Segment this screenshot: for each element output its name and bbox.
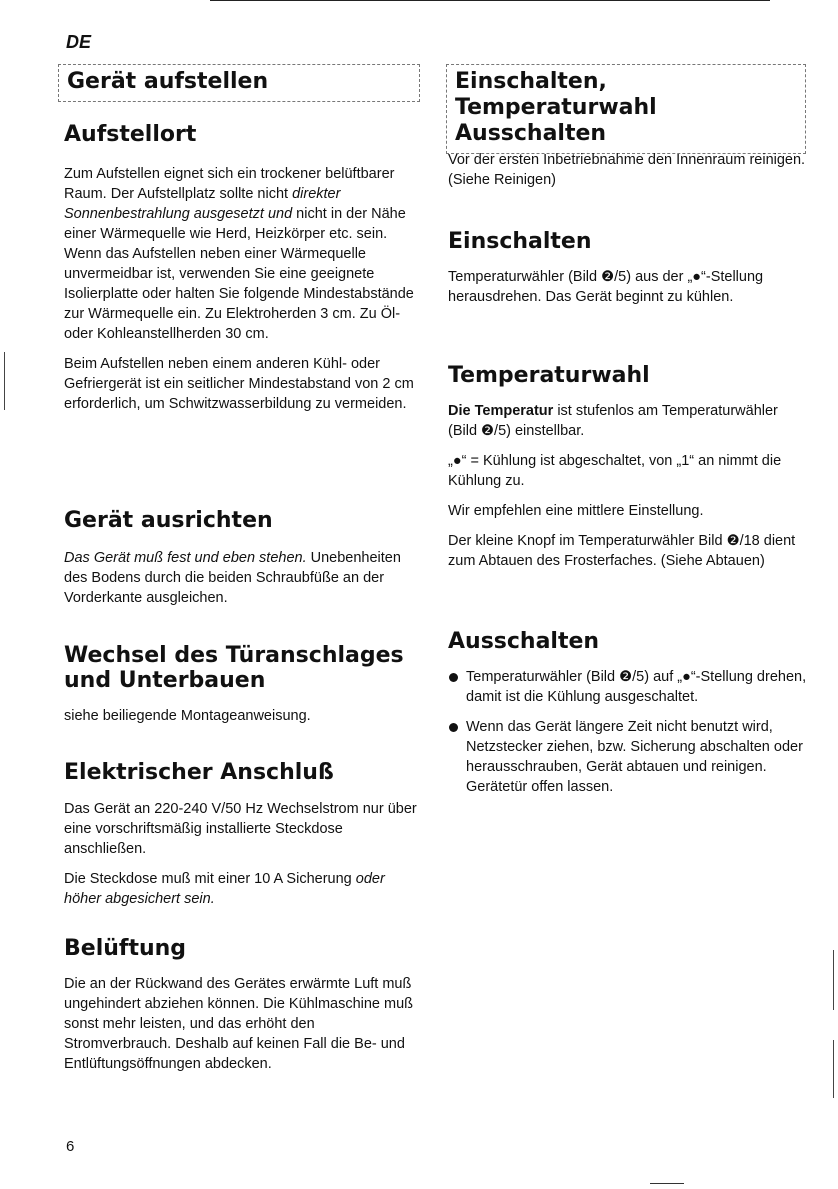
section-title-einschalten: Einschalten, Temperaturwahl Ausschalten (446, 64, 806, 154)
belueftung-section (64, 936, 424, 1074)
top-rule (210, 0, 770, 1)
temperaturwahl-paragraph-4: Der kleine Knopf im Temperaturwähler Bild ❷/18 dient zum Abtauen des Frosterfaches. (Siehe Abtauen) (448, 533, 796, 569)
temperaturwahl-paragraph-1: Die Temperatur ist stufenlos am Temperaturwähler (Bild ❷/5) einstellbar. (448, 403, 778, 439)
elektrisch-paragraph-2: Die Steckdose muß mit einer 10 A Sicherung oder höher abgesichert sein. (64, 871, 385, 907)
heading-belueftung: Belüftung (64, 936, 187, 961)
heading-temperaturwahl: Temperaturwahl (448, 363, 650, 388)
einschalten-section (448, 229, 808, 307)
heading-ausschalten: Ausschalten (448, 629, 600, 654)
intro-paragraph: Vor der ersten Inbetriebnahme den Innenraum reinigen. (Siehe Reinigen) (448, 152, 806, 188)
bottom-rule (650, 1183, 684, 1184)
language-label: DE (66, 32, 92, 52)
ausschalten-section (448, 629, 808, 797)
heading-einschalten: Einschalten (448, 229, 592, 254)
einschalten-paragraph: Temperaturwähler (Bild ❷/5) aus der „●“-Stellung herausdrehen. Das Gerät beginnt zu kühlen. (448, 269, 764, 305)
edge-mark (833, 950, 834, 1010)
belueftung-paragraph: Die an der Rückwand des Gerätes erwärmte Luft muß ungehindert abziehen können. Die Kühlmaschine muß sonst mehr leisten, und das erhöht den Stromverbrauch. Deshalb auf keinen Fall die Be- und Entlüftungsöffnungen abdecken. (64, 976, 414, 1072)
list-item: Wenn das Gerät längere Zeit nicht benutzt wird, Netzstecker ziehen, bzw. Sicherung abschalten oder herausschrauben, Gerät abtauen und reinigen. Gerätetür offen lassen. (448, 717, 808, 797)
elektrisch-paragraph-1: Das Gerät an 220-240 V/50 Hz Wechselstrom nur über eine vorschriftsmäßig installierte Steckdose anschließen. (64, 801, 417, 857)
edge-mark (4, 352, 5, 410)
heading-aufstellort: Aufstellort (64, 122, 197, 147)
page-number: 6 (66, 1138, 75, 1155)
aufstellort-paragraph-1: Zum Aufstellen eignet sich ein trockener belüftbarer Raum. Der Aufstellplatz sollte nicht direkter Sonnenbestrahlung ausgesetzt und nicht in der Nähe einer Wärmequelle wie Herd, Heizkörper etc. sein. Wenn das Aufstellen neben einer Wärmequelle unvermeidbar ist, verwenden Sie eine geeignete Isolierplatte oder halten Sie folgende Mindestabstände zur Wärmequelle ein. Zu Elektroherden 3 cm. Zu Öl- oder Kohleanstellherden 30 cm. (64, 166, 414, 342)
section-title-aufstellen: Gerät aufstellen (58, 64, 420, 102)
ausrichten-paragraph: Das Gerät muß fest und eben stehen. Unebenheiten des Bodens durch die beiden Schraubfüße an der Vorderkante ausgleichen. (64, 550, 401, 606)
heading-tueranschlag: Wechsel des Türanschlages und Unterbauen (64, 643, 404, 693)
temperaturwahl-paragraph-2: „●“ = Kühlung ist abgeschaltet, von „1“ an nimmt die Kühlung zu. (448, 453, 782, 489)
list-item: Temperaturwähler (Bild ❷/5) auf „●“-Stellung drehen, damit ist die Kühlung ausgeschaltet. (448, 667, 808, 707)
heading-ausrichten: Gerät ausrichten (64, 508, 273, 533)
elektrisch-section (64, 760, 424, 909)
tuer-section (64, 643, 424, 726)
ausschalten-list (448, 667, 808, 797)
heading-elektrischer-anschluss: Elektrischer Anschluß (64, 760, 334, 785)
aufstellort-section (64, 122, 424, 414)
edge-mark (833, 1040, 834, 1098)
ausrichten-section (64, 508, 424, 608)
temperaturwahl-paragraph-3: Wir empfehlen eine mittlere Einstellung. (448, 503, 704, 519)
tuer-paragraph: siehe beiliegende Montageanweisung. (64, 708, 311, 724)
temperaturwahl-section (448, 363, 808, 571)
aufstellort-paragraph-2: Beim Aufstellen neben einem anderen Kühl- oder Gefriergerät ist ein seitlicher Mindestabstand von 2 cm erforderlich, um Schwitzwasserbildung zu vermeiden. (64, 356, 414, 412)
